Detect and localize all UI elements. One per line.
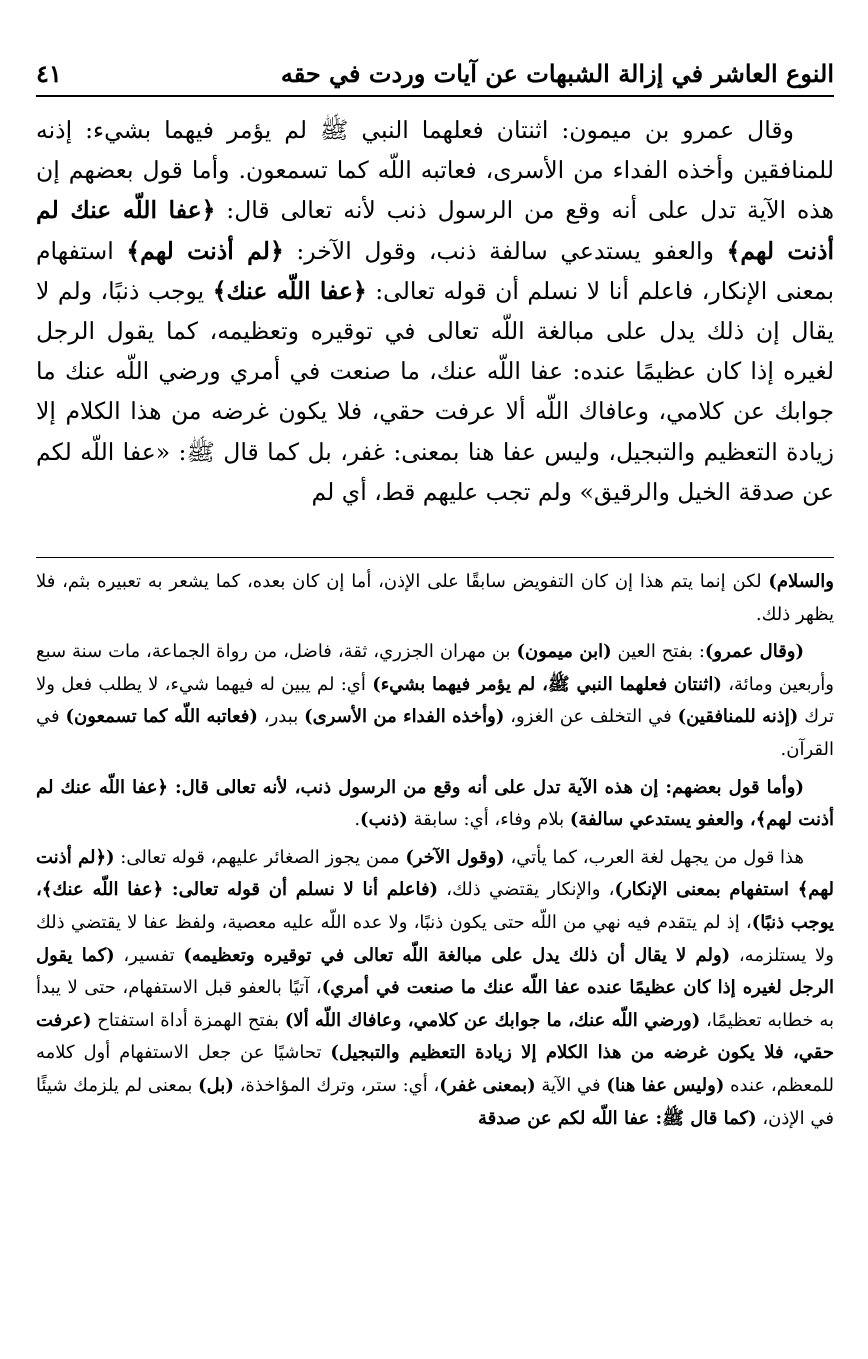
quran-quote: ﴿عفا اللّه عنك﴾ bbox=[212, 276, 367, 305]
commentary-paragraph: (وقال عمرو): بفتح العين (ابن ميمون) بن مهران الجزري، ثقة، فاضل، من رواة الجماعة، مات سنة سبع وأربعين ومائة، (اثنتان فعلهما النبي ﷺ، لم يؤمر فيهما بشيء) أي: لم يبين له فيهما شيء، لا يطلب فعل ولا ترك (إذنه للمنافقين) في التخلف عن الغزو، (وأخذه الفداء من الأسرى) ببدر، (فعاتبه اللّه كما تسمعون) في القرآن. bbox=[36, 641, 834, 760]
commentary-paragraph: (وأما قول بعضهم: إن هذه الآية تدل على أنه وقع من الرسول ذنب، لأنه تعالى قال: ﴿عفا اللّه عنك لم أذنت لهم﴾، والعفو يستدعي سالفة) بلام وفاء، أي: سابقة (ذنب). bbox=[36, 776, 834, 831]
main-paragraph: وقال عمرو بن ميمون: اثنتان فعلهما النبي ﷺ لم يؤمر فيهما بشيء: إذنه للمنافقين وأخذه الفداء من الأسرى، فعاتبه اللّه كما تسمعون. وأما قول بعضهم إن هذه الآية تدل على أنه وقع من الرسول ذنب لأنه تعالى قال: ﴿عفا اللّه عنك لم أذنت لهم﴾ والعفو يستدعي سالفة ذنب، وقول الآخر: ﴿لم أذنت لهم﴾ استفهام بمعنى الإنكار، فاعلم أنا لا نسلم أن قوله تعالى: ﴿عفا اللّه عنك﴾ يوجب ذنبًا، ولم لا يقال إن ذلك يدل على مبالغة اللّه تعالى في توقيره وتعظيمه، كما يقول الرجل لغيره إذا كان عظيمًا عنده: عفا اللّه عنك، ما صنعت في أمري ورضي اللّه عنك ما جوابك عن كلامي، وعافاك اللّه ألا عرفت حقي، فلا يكون غرضه من هذا الكلام إلا زيادة التعظيم والتبجيل، وليس عفا هنا بمعنى: غفر، بل كما قال ﷺ: «عفا اللّه لكم عن صدقة الخيل والرقيق» ولم تجب عليهم قط، أي لم bbox=[36, 116, 834, 506]
quran-quote: ﴿عفا اللّه عنك لم أذنت لهم﴾ bbox=[36, 196, 834, 265]
page-number: ٤١ bbox=[36, 59, 62, 88]
page-header bbox=[36, 52, 834, 90]
commentary bbox=[36, 566, 834, 1346]
commentary-paragraph: والسلام) لكن إنما يتم هذا إن كان التفويض سابقًا على الإذن، أما إن كان بعده، كما يشعر به تعبيره بثم، فلا يظهر ذلك. bbox=[36, 571, 834, 625]
main-text bbox=[36, 110, 834, 552]
running-title: النوع العاشر في إزالة الشبهات عن آيات وردت في حقه bbox=[280, 59, 834, 88]
quran-quote: ﴿لم أذنت لهم﴾ bbox=[126, 236, 284, 265]
header-rule bbox=[36, 95, 834, 97]
commentary-paragraph: هذا قول من يجهل لغة العرب، كما يأتي، (وقول الآخر) ممن يجوز الصغائر عليهم، قوله تعالى: (﴿لم أذنت لهم﴾ استفهام بمعنى الإنكار)، والإنكار يقتضي ذلك، (فاعلم أنا لا نسلم أن قوله تعالى: ﴿عفا اللّه عنك﴾، يوجب ذنبًا)، إذ لم يتقدم فيه نهي من اللّه حتى يكون ذنبًا، ولا عده اللّه عليه معصية، ولفظ عفا لا يقتضي ذلك ولا يستلزمه، (ولم لا يقال أن ذلك يدل على مبالغة اللّه تعالى في توقيره وتعظيمه) تفسير، (كما يقول الرجل لغيره إذا كان عظيمًا عنده عفا اللّه عنك ما صنعت في أمري)، آتيًا بالعفو قبل الاستفهام، حتى لا يبدأ به خطابه تعظيمًا، (ورضي اللّه عنك، ما جوابك عن كلامي، وعافاك اللّه ألا) بفتح الهمزة أداة استفتاح (عرفت حقي، فلا يكون غرضه من هذا الكلام إلا زيادة التعظيم والتبجيل) تحاشيًا عن جعل الاستفهام أول كلامه للمعظم، عنده (وليس عفا هنا) في الآية (بمعنى غفر)، أي: ستر، وترك المؤاخذة، (بل) بمعنى لم يلزمك شيئًا في الإذن، (كما قال ﷺ: عفا اللّه لكم عن صدقة bbox=[36, 846, 834, 1129]
commentary-separator bbox=[36, 557, 834, 558]
